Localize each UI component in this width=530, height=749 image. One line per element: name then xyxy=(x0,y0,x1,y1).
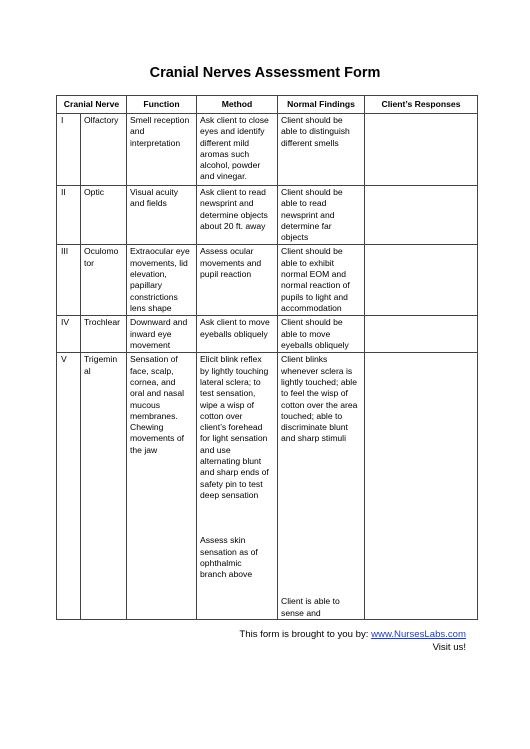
nerve-name: Trochlear xyxy=(81,316,127,353)
client-response-field[interactable] xyxy=(365,114,478,186)
nerve-method-cell xyxy=(197,353,278,620)
nerve-method: Ask client to close eyes and identify different mild aromas such alcohol, powder and vinegar. xyxy=(197,114,278,186)
nerve-name: Oculomo tor xyxy=(81,245,127,316)
nerve-normal-findings: Client should be able to move eyeballs obliquely xyxy=(278,316,365,353)
table-row xyxy=(57,245,478,316)
nerve-normal-findings: Client should be able to exhibit normal EOM and normal reaction of pupils to light and accommodation xyxy=(278,245,365,316)
nerve-name: Trigemin al xyxy=(81,353,127,620)
nerve-findings-cell xyxy=(278,353,365,620)
nerve-method: Ask client to move eyeballs obliquely xyxy=(197,316,278,353)
nerve-numeral: III xyxy=(57,245,81,316)
nerve-normal-findings-extra: Client is able to sense and xyxy=(281,596,340,618)
nerve-numeral: I xyxy=(57,114,81,186)
nerve-name: Optic xyxy=(81,186,127,245)
header-normal-findings: Normal Findings xyxy=(278,96,365,114)
nerve-function: Extraocular eye movements, lid elevation, papillary constrictions lens shape xyxy=(127,245,197,316)
nerve-normal-findings: Client blinks whenever sclera is lightly touched; able to feel the wisp of cotton over the area touched; able to discriminate blunt and sharp stimuli xyxy=(281,354,358,444)
client-response-field[interactable] xyxy=(365,353,478,620)
nerve-function: Smell reception and interpretation xyxy=(127,114,197,186)
table-row xyxy=(57,114,478,186)
footer-visit: Visit us! xyxy=(432,642,466,653)
header-client-responses: Client’s Responses xyxy=(365,96,478,114)
client-response-field[interactable] xyxy=(365,186,478,245)
nurseslabs-link[interactable]: www.NursesLabs.com xyxy=(371,629,466,640)
table-row xyxy=(57,353,478,620)
nerve-numeral: V xyxy=(57,353,81,620)
nerve-numeral: II xyxy=(57,186,81,245)
nerve-function: Visual acuity and fields xyxy=(127,186,197,245)
client-response-field[interactable] xyxy=(365,316,478,353)
header-function: Function xyxy=(127,96,197,114)
nerve-function: Downward and inward eye movement xyxy=(127,316,197,353)
nerve-normal-findings: Client should be able to read newsprint and determine far objects xyxy=(278,186,365,245)
assessment-table xyxy=(56,95,478,620)
nerve-name: Olfactory xyxy=(81,114,127,186)
form-title: Cranial Nerves Assessment Form xyxy=(149,65,381,81)
nerve-numeral: IV xyxy=(57,316,81,353)
header-cranial-nerve: Cranial Nerve xyxy=(57,96,127,114)
table-header-row xyxy=(57,96,478,114)
table-row xyxy=(57,316,478,353)
nerve-method: Assess ocular movements and pupil reaction xyxy=(197,245,278,316)
header-method: Method xyxy=(197,96,278,114)
nerve-function: Sensation of face, scalp, cornea, and oral and nasal mucous membranes. Chewing movements of the jaw xyxy=(127,353,197,620)
table-row xyxy=(57,186,478,245)
nerve-method: Ask client to read newsprint and determine objects about 20 ft. away xyxy=(197,186,278,245)
nerve-method: Elicit blink reflex by lightly touching lateral sclera; to test sensation, wipe a wisp of cotton over client’s forehead for light sensation and use alternating blunt and sharp ends of safety pin to test deep sensation xyxy=(200,354,269,500)
nerve-normal-findings: Client should be able to distinguish different smells xyxy=(278,114,365,186)
footer-credit xyxy=(239,629,466,640)
footer-text: This form is brought to you by: xyxy=(239,629,372,640)
client-response-field[interactable] xyxy=(365,245,478,316)
nerve-method-extra: Assess skin sensation as of ophthalmic branch above xyxy=(200,535,258,580)
